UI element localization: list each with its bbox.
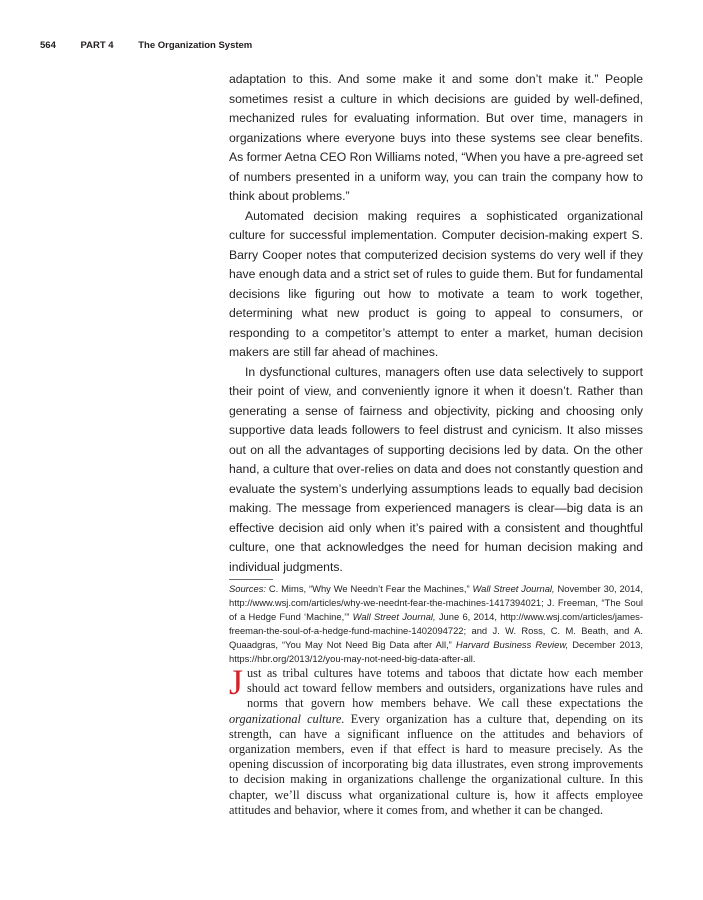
source-text: C. Mims, “Why We Needn’t Fear the Machines,” <box>266 583 473 594</box>
chapter-intro <box>229 662 643 818</box>
part-label: PART 4 <box>80 40 114 51</box>
case-paragraph-1: adaptation to this. And some make it and some don’t make it.” People sometimes resist a culture in which decisions are guided by well-defined, mechanized rules for evaluating information. But over time, managers in organizations where everyone buys into these systems see clear benefits. As former Aetna CEO Ron Williams noted, “When you have a pre-agreed set of numbers presented in a uniform way, you can train the company how to think about problems.” <box>229 72 643 203</box>
page-number: 564 <box>40 40 56 51</box>
sources-note <box>229 582 643 666</box>
intro-text: ust as tribal cultures have totems and taboos that dictate how each member should act toward fellow members and outsiders, organizations have rules and norms that govern how members behave. We call these expectations the <box>247 666 643 711</box>
key-term: organizational culture. <box>229 711 345 726</box>
source-text: June 6, 2014, http://www.wsj.com/articles/james-freeman-the-soul-of-a-hedge-fund-machine-1402094722; and J. W. Ross, C. M. Beath, and A. Quaadgras, “You May Not Need Big Data after All,” <box>229 611 643 650</box>
intro-text: Every organization has a culture that, depending on its strength, can have a significant influence on the attitudes and behaviors of organization members, even if that effect is hard to measure precisely. As the opening discussion of incorporating big data illustrates, even strong improvements to decision making in organizations challenge the organizational culture. In this chapter, we’ll discuss what organizational culture is, how it affects employee attitudes and behavior, where it comes from, and whether it can be changed. <box>229 711 643 817</box>
drop-cap: J <box>229 662 244 702</box>
source-journal: Harvard Business Review, <box>455 639 569 650</box>
source-journal: Wall Street Journal, <box>352 611 436 622</box>
source-text: November 30, 2014, http://www.wsj.com/articles/why-we-neednt-fear-the-machines-1417394021; J. Freeman, “The Soul of a Hedge Fund ‘Machine,’” <box>229 583 643 622</box>
part-title: The Organization System <box>138 40 253 51</box>
running-header <box>40 40 252 51</box>
case-paragraph-2: Automated decision making requires a sophisticated organizational culture for successful implementation. Computer decision-making expert S. Barry Cooper notes that computerized decision systems do very well if they have enough data and a strict set of rules to guide them. But for fundamental decisions like figuring out how to motivate a team to work together, determining what new product is going to appeal to consumers, or responding to a competitor’s attempt to enter a market, human decision makers are still far ahead of machines. <box>229 208 643 359</box>
case-text <box>229 70 643 577</box>
source-journal: Wall Street Journal, <box>472 583 555 594</box>
sources-label: Sources: <box>229 583 266 594</box>
case-paragraph-3: In dysfunctional cultures, managers often use data selectively to support their point of view, and conveniently ignore it when it doesn’t. Rather than generating a sense of fairness and objectivity, picking and choosing only supportive data leads followers to feel distrust and cynicism. It also misses out on all the advantages of supporting decisions led by data. On the other hand, a culture that over-relies on data and does not constantly question and evaluate the system’s underlying assumptions leads to equally bad decision making. The message from experienced managers is clear—big data is an effective decision aid only when it’s paired with a consistent and thoughtful culture, one that acknowledges the need for human decision making and individual judgments. <box>229 364 643 574</box>
source-text: December 2013, https://hbr.org/2013/12/you-may-not-need-big-data-after-all. <box>229 639 643 664</box>
intro-paragraph <box>229 662 643 818</box>
sources-divider <box>229 579 273 580</box>
